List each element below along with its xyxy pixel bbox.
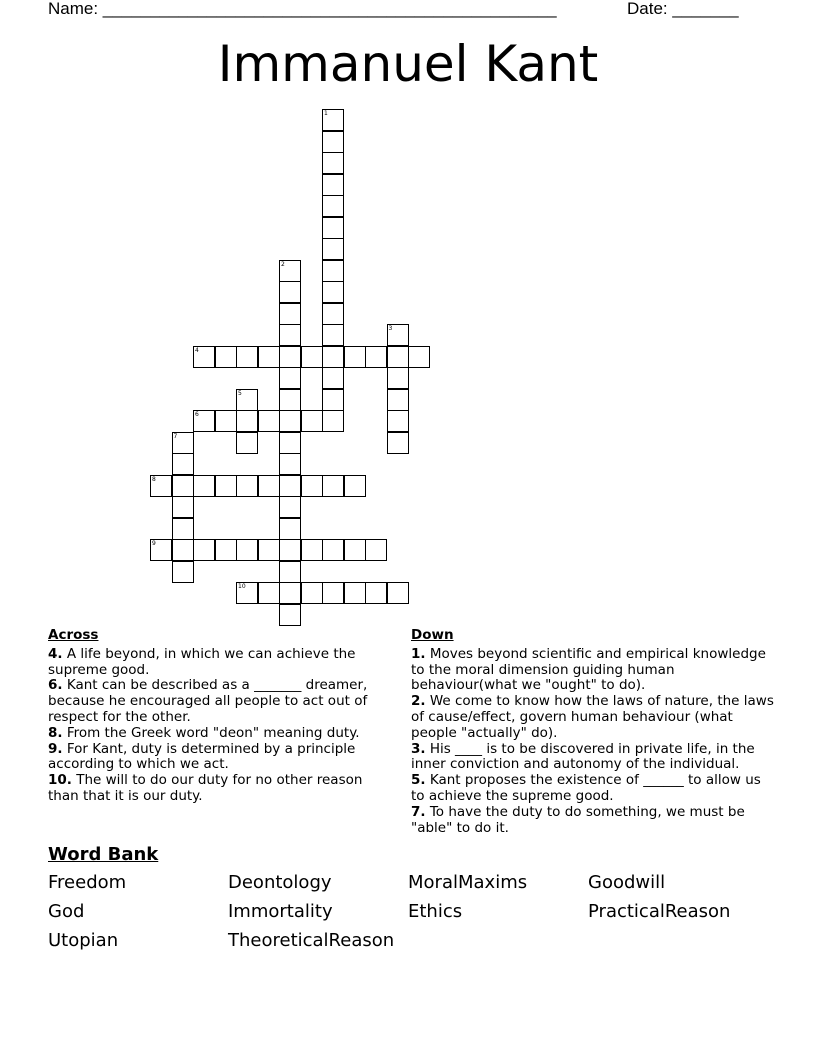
crossword-cell[interactable] [172,432,194,454]
down-clue-1: 1. Moves beyond scientific and empirical knowledge to the moral dimension guiding human behaviour(what we "ought" to do). [411,645,766,694]
clue-number: 4 [195,346,199,354]
crossword-cell[interactable] [279,539,301,561]
crossword-cell[interactable] [279,324,301,346]
crossword-cell[interactable] [408,346,430,368]
crossword-cell[interactable] [344,539,366,561]
crossword-cell[interactable] [387,410,409,432]
crossword-cell[interactable] [236,389,258,411]
crossword-cell[interactable] [322,410,344,432]
crossword-cell[interactable] [322,109,344,131]
word-bank-item: Goodwill [588,872,666,893]
crossword-cell[interactable] [301,582,323,604]
crossword-cell[interactable] [322,174,344,196]
crossword-cell[interactable] [387,367,409,389]
crossword-cell[interactable] [258,410,280,432]
crossword-cell[interactable] [279,303,301,325]
crossword-cell[interactable] [279,432,301,454]
crossword-cell[interactable] [301,475,323,497]
crossword-cell[interactable] [193,539,215,561]
word-bank [48,873,788,951]
crossword-cell[interactable] [279,281,301,303]
word-bank-item: God [48,901,85,922]
crossword-cell[interactable] [258,582,280,604]
across-heading: Across [48,627,99,643]
clue-number: 3 [388,325,393,332]
crossword-cell[interactable] [322,281,344,303]
clue-number: 8 [152,475,156,483]
crossword-cell[interactable] [365,346,387,368]
down-clue-2: 2. We come to know how the laws of nature, the laws of cause/effect, govern human behaviour (what people "actually" do). [411,693,774,741]
page-title: Immanuel Kant [217,35,599,93]
down-heading: Down [411,627,454,643]
clue-number: 9 [152,540,156,547]
crossword-cell[interactable] [301,346,323,368]
crossword-cell[interactable] [236,410,258,432]
crossword-cell[interactable] [322,152,344,174]
word-bank-item: PracticalReason [588,901,731,922]
crossword-cell[interactable] [193,410,215,432]
word-bank-heading: Word Bank [48,844,159,865]
crossword-cell[interactable] [322,238,344,260]
crossword-cell[interactable] [322,260,344,282]
down-clue-5: 5. Kant proposes the existence of ______ to allow us to achieve the supreme good. [411,772,761,804]
across-clue-10: 10. The will to do our duty for no other reason than that it is our duty. [48,772,363,804]
clue-number: 7 [173,432,178,440]
crossword-cell[interactable] [236,346,258,368]
crossword-cell[interactable] [172,561,194,583]
crossword-cell[interactable] [215,410,237,432]
crossword-cell[interactable] [236,432,258,454]
crossword-cell[interactable] [301,539,323,561]
crossword-cell[interactable] [215,539,237,561]
crossword-cell[interactable] [215,346,237,368]
crossword-cell[interactable] [279,410,301,432]
crossword-cell[interactable] [322,389,344,411]
crossword-cell[interactable] [344,582,366,604]
across-clue-9: 9. For Kant, duty is determined by a principle according to which we act. [48,740,356,773]
crossword-cell[interactable] [279,453,301,475]
crossword-cell[interactable] [279,561,301,583]
crossword-cell[interactable] [150,539,172,561]
crossword-cell[interactable] [322,217,344,239]
crossword-cell[interactable] [322,195,344,217]
crossword-cell[interactable] [193,475,215,497]
word-bank-item: Ethics [408,901,463,922]
word-bank-item: TheoreticalReason [228,930,395,951]
clue-number: 1 [324,110,328,117]
crossword-cell[interactable] [236,539,258,561]
crossword-cell[interactable] [387,432,409,454]
crossword-cell[interactable] [150,475,172,497]
word-bank-item: Freedom [48,872,127,893]
crossword-cell[interactable] [344,475,366,497]
crossword-cell[interactable] [344,346,366,368]
down-clues [411,628,776,836]
crossword-cell[interactable] [258,539,280,561]
crossword-cell[interactable] [322,582,344,604]
clue-number: 6 [195,411,199,418]
crossword-cell[interactable] [172,475,194,497]
crossword-cell[interactable] [322,303,344,325]
crossword-cell[interactable] [279,604,301,626]
crossword-cell[interactable] [322,131,344,153]
date-field-label: Date: _______ [627,0,739,18]
across-clue-4: 4. A life beyond, in which we can achieve the supreme good. [48,645,356,678]
across-clues [48,628,383,805]
clue-number: 2 [281,260,285,268]
crossword-cell[interactable] [387,582,409,604]
crossword-cell[interactable] [279,346,301,368]
crossword-cell[interactable] [322,346,344,368]
crossword-cell[interactable] [172,496,194,518]
clue-number: 10 [238,583,246,590]
crossword-cell[interactable] [322,475,344,497]
crossword-cell[interactable] [387,324,409,346]
word-bank-item: Utopian [48,930,119,951]
crossword-cell[interactable] [193,346,215,368]
crossword-cell[interactable] [215,475,237,497]
word-bank-item: Deontology [228,872,332,893]
name-field-label: Name: ________________________________________________ [48,0,557,18]
crossword-cell[interactable] [258,475,280,497]
crossword-cell[interactable] [301,410,323,432]
crossword-cell[interactable] [387,346,409,368]
clue-number: 5 [238,389,242,397]
crossword-cell[interactable] [322,539,344,561]
down-clue-3: 3. His ____ is to be discovered in private life, in the inner conviction and autonomy of the individual. [411,740,755,773]
crossword-cell[interactable] [236,582,258,604]
crossword-cell[interactable] [387,389,409,411]
word-bank-item: MoralMaxims [408,872,528,893]
crossword-cell[interactable] [322,324,344,346]
crossword-cell[interactable] [236,475,258,497]
crossword-cell[interactable] [279,518,301,540]
crossword-cell[interactable] [279,260,301,282]
crossword-cell[interactable] [258,346,280,368]
word-bank-item: Immortality [228,901,333,922]
across-clue-8: 8. From the Greek word "deon" meaning duty. [48,724,360,741]
crossword-cell[interactable] [322,367,344,389]
crossword-cell[interactable] [279,367,301,389]
crossword-cell[interactable] [172,453,194,475]
crossword-cell[interactable] [172,539,194,561]
crossword-cell[interactable] [172,518,194,540]
crossword-cell[interactable] [365,539,387,561]
crossword-cell[interactable] [279,496,301,518]
across-clue-6: 6. Kant can be described as a _______ dreamer, because he encouraged all people to act out of respect for the other. [48,677,368,725]
crossword-cell[interactable] [279,582,301,604]
crossword-cell[interactable] [365,582,387,604]
down-clue-7: 7. To have the duty to do something, we must be "able" to do it. [411,803,745,836]
crossword-cell[interactable] [279,475,301,497]
crossword-cell[interactable] [279,389,301,411]
